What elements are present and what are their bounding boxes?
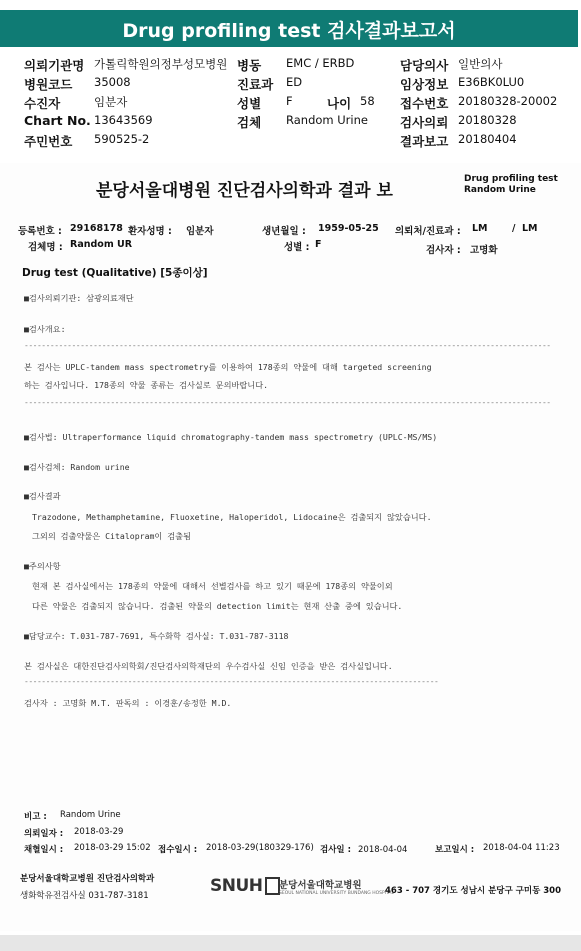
referring-dept-value-2: LM xyxy=(522,223,538,234)
resident-no-value: 590525-2 xyxy=(94,132,150,146)
line-method: ■검사법: Ultraperformance liquid chromatography-tandem mass spectrometry (UPLC-MS/MS) xyxy=(24,432,438,442)
birth-value: 1959-05-25 xyxy=(318,223,379,234)
clinical-info-value: E36BK0LU0 xyxy=(458,75,525,89)
req-date-label: 의뢰일자 : xyxy=(24,829,64,839)
line-result: ■검사결과 xyxy=(24,491,61,501)
remark-value: Random Urine xyxy=(60,810,121,820)
report-time-label: 보고일시 : xyxy=(435,845,475,855)
hospital-subtitle: SEOUL NATIONAL UNIVERSITY BUNDANG HOSPITAL xyxy=(279,891,395,896)
clinical-info-label: 임상정보 xyxy=(400,77,449,92)
sex-label: 성별 xyxy=(237,96,262,111)
reg-no-label: 등록번호 : xyxy=(18,226,62,237)
phone-line: 생화학유전검사실 031-787-3181 xyxy=(20,891,149,901)
chart-no-value: 13643569 xyxy=(94,113,153,127)
dept-label: 진료과 xyxy=(237,77,274,92)
report-sex-label: 성별 : xyxy=(284,242,310,253)
requesting-org-value: 가톨릭학원의정부성모병원 xyxy=(94,57,228,71)
snuh-logo xyxy=(210,876,282,896)
snuh-logo-mark xyxy=(265,877,280,895)
line-specimen: ■검사검체: Random urine xyxy=(24,462,130,472)
resident-no-label: 주민번호 xyxy=(24,134,73,149)
line-org: ■검사의뢰기관: 삼광의료재단 xyxy=(24,293,134,303)
referring-dept-label: 의뢰처/진료과 : xyxy=(395,226,461,237)
hospital-address: 463 - 707 경기도 성남시 분당구 구미동 300 xyxy=(385,886,562,896)
report-mini-title-2: Random Urine xyxy=(464,185,536,195)
collect-value: 2018-03-29 15:02 xyxy=(74,843,151,853)
receipt-no-label: 접수번호 xyxy=(400,96,449,111)
snuh-logo-h: H xyxy=(248,876,263,896)
title-banner xyxy=(0,10,578,47)
notes-line-1: 현재 본 검사실에서는 178종의 약물에 대해서 선별검사를 하고 있기 때문에 178종의 약물이외 xyxy=(32,581,393,591)
birth-label: 생년월일 : xyxy=(262,226,306,237)
specimen-label: 검체 xyxy=(237,115,262,130)
tester-value: 고명화 xyxy=(470,245,498,256)
hospital-code-value: 35008 xyxy=(94,75,131,89)
page-bottom-edge xyxy=(0,935,581,951)
doctor-label: 담당의사 xyxy=(400,58,449,73)
line-overview: ■검사개요: xyxy=(24,324,66,334)
result-line-2: 그외의 검출약물은 Citalopram이 검출됨 xyxy=(32,531,191,541)
line-notes: ■주의사항 xyxy=(24,561,61,571)
tester-label: 검사자 : xyxy=(426,245,461,256)
chart-no-label: Chart No. xyxy=(24,113,91,128)
examinee-label: 수진자 xyxy=(24,96,61,111)
reg-no-value: 29168178 xyxy=(70,223,123,234)
specimen-value: Random Urine xyxy=(286,113,368,127)
age-value: 58 xyxy=(360,94,375,108)
hospital-code-label: 병원코드 xyxy=(24,77,73,92)
dept-name: 분당서울대학교병원 진단검사의학과 xyxy=(20,874,155,884)
age-label: 나이 xyxy=(327,96,352,111)
report-date-label: 결과보고 xyxy=(400,134,449,149)
result-line-1: Trazodone, Methamphetamine, Fluoxetine, Haloperidol, Lidocaine은 검출되지 않았습니다. xyxy=(32,512,432,522)
receipt-no-value: 20180328-20002 xyxy=(458,94,558,108)
overview-line-1: 본 검사는 UPLC-tandem mass spectrometry를 이용하여 178종의 약물에 대해 targeted screening xyxy=(24,362,432,372)
request-value: 20180328 xyxy=(458,113,517,127)
report-date-value: 20180404 xyxy=(458,132,517,146)
ward-value: EMC / ERBD xyxy=(286,56,355,70)
req-date-value: 2018-03-29 xyxy=(74,827,124,837)
patient-value: 임분자 xyxy=(186,226,214,237)
certification-line: 본 검사실은 대한진단검사의학회/진단검사의학재단의 우수검사실 신임 인증을 받은 검사실입니다. xyxy=(24,661,393,671)
receive-value: 2018-03-29(180329-176) xyxy=(206,843,314,853)
line-contact: ■담당교수: T.031-787-7691, 특수화학 검사실: T.031-787-3118 xyxy=(24,631,289,641)
divider-1: -------------------------------------------------------------------------------------------------------------------------- xyxy=(24,341,551,350)
referring-dept-value-1: LM xyxy=(472,223,488,234)
section-title: Drug test (Qualitative) [5종이상] xyxy=(22,267,208,279)
notes-line-2: 다른 약물은 검출되지 않습니다. 검출된 약물의 detection limit는 현재 산출 중에 있습니다. xyxy=(32,601,403,611)
ward-label: 병동 xyxy=(237,58,262,73)
referring-dept-sep: / xyxy=(512,223,516,234)
test-date-label: 검사일 : xyxy=(320,845,351,855)
remark-label: 비고 : xyxy=(24,812,47,822)
test-date-value: 2018-04-04 xyxy=(358,845,408,855)
signoff-line: 검사자 : 고명화 M.T. 판독의 : 이경훈/송정한 M.D. xyxy=(24,698,232,708)
patient-label: 환자성명 : xyxy=(128,226,172,237)
report-title: 분당서울대병원 진단검사의학과 결과 보 xyxy=(96,181,393,201)
requesting-org-label: 의뢰기관명 xyxy=(24,58,85,73)
report-sex-value: F xyxy=(315,239,322,250)
receive-label: 접수일시 : xyxy=(158,845,198,855)
hospital-name: 분당서울대학교병원 xyxy=(279,880,362,891)
report-mini-title-1: Drug profiling test xyxy=(464,174,558,184)
snuh-logo-text: SNU xyxy=(210,876,249,896)
overview-line-2: 하는 검사입니다. 178종의 약물 종류는 검사실로 문의바랍니다. xyxy=(24,380,269,390)
request-label: 검사의뢰 xyxy=(400,115,449,130)
specimen-name-label: 검체명 : xyxy=(28,242,63,253)
examinee-value: 임분자 xyxy=(94,95,128,109)
doctor-value: 일반의사 xyxy=(458,57,503,71)
specimen-name-value: Random UR xyxy=(70,239,133,250)
page-title: Drug profiling test 검사결과보고서 xyxy=(122,20,456,42)
dept-value: ED xyxy=(286,75,303,89)
divider-3: ------------------------------------------------------------------------------------------------ xyxy=(24,677,439,686)
sex-value: F xyxy=(286,94,293,108)
divider-2: -------------------------------------------------------------------------------------------------------------------------- xyxy=(24,398,551,407)
collect-label: 채혈일시 : xyxy=(24,845,64,855)
report-time-value: 2018-04-04 11:23 xyxy=(483,843,560,853)
